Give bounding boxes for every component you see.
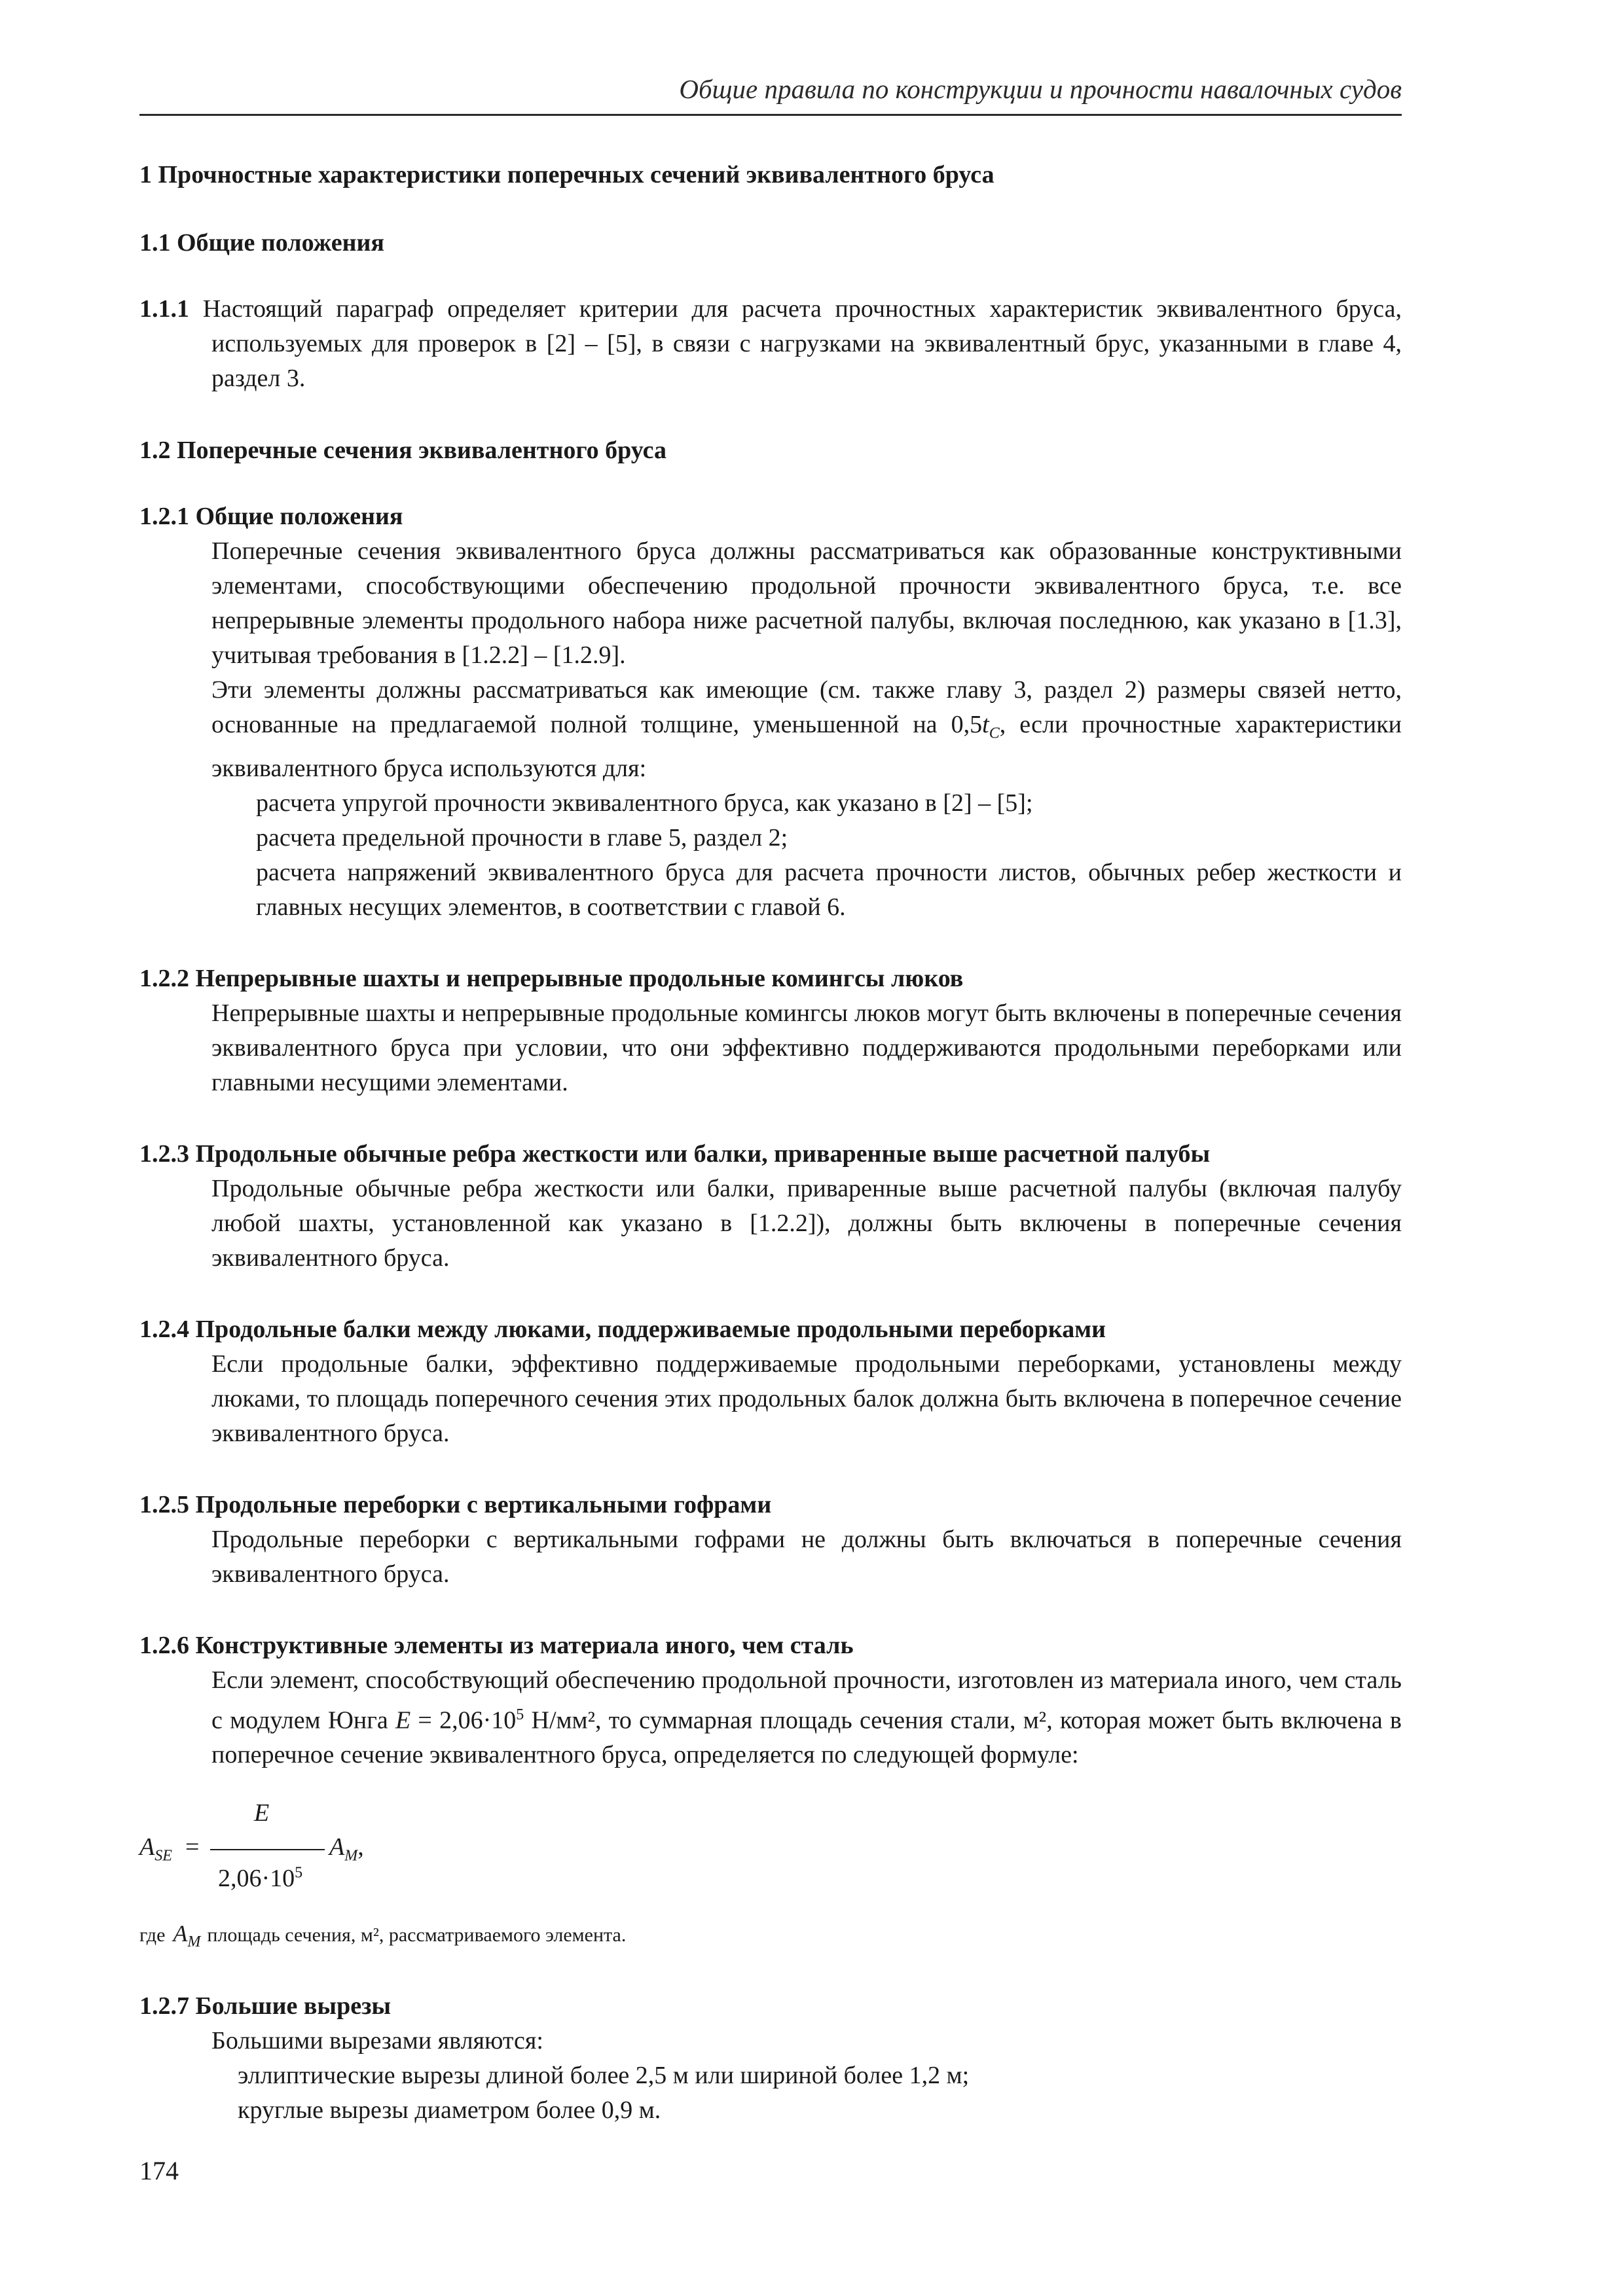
section-1-2-5-title: 1.2.5 Продольные переборки с вертикальными гофрами <box>139 1490 772 1518</box>
formula-equals: = <box>185 1833 200 1861</box>
section-1-2-2-title: 1.2.2 Непрерывные шахты и непрерывные продольные комингсы люков <box>139 964 964 992</box>
legend-symbol: $A_M$ <box>173 1920 201 1951</box>
section-1-2-7-para: Большими вырезами являются: <box>211 2027 543 2055</box>
section-1-2-2-para: Непрерывные шахты и непрерывные продольные комингсы люков могут быть включены в поперечные сечения эквивалентного бруса при условии, что они эффективно поддерживаются продольными переборками или главными несущими элементами. <box>211 999 1402 1096</box>
section-1-2-5 <box>139 1488 1402 1592</box>
section-1-2-1-para-2: Эти элементы должны рассматриваться как имеющие (см. также главу 3, раздел 2) размеры связей нетто, основанные на предлагаемой полной толщине, уменьшенной на $0,5t_C$, если прочностные характеристики эквивалентного бруса используются для: <box>211 676 1402 782</box>
document-body <box>139 157 1402 2128</box>
paragraph-text: Настоящий параграф определяет критерии для расчета прочностных характеристик эквивалентного бруса, используемых для проверок в [2] – [5], в связи с нагрузками на эквивалентный брус, указанными в главе 4, раздел 3. <box>202 295 1402 392</box>
formula-area-steel <box>139 1799 1402 1897</box>
formula-legend: где $A_M$ площадь сечения, м², рассматриваемого элемента. <box>139 1920 627 1951</box>
section-1-2-3-para: Продольные обычные ребра жесткости или балки, приваренные выше расчетной палубы (включая палубу любой шахты, установленной как указано в [1.2.2]), должны быть включены в поперечные сечения эквивалентного бруса. <box>211 1174 1402 1272</box>
formula-lhs: $A_{SE}$ <box>139 1833 172 1865</box>
section-1-2-1 <box>139 499 1402 925</box>
section-1-1-title: 1.1 Общие положения <box>139 229 384 257</box>
header-rule <box>139 114 1402 116</box>
section-1-1-1 <box>139 292 1402 396</box>
list-item: круглые вырезы диаметром более 0,9 м. <box>238 2096 661 2125</box>
formula-denominator: $2,06\cdot 10^5$ <box>218 1864 303 1893</box>
document-page <box>139 0 1402 2296</box>
section-1-2-6 <box>139 1628 1402 1957</box>
paragraph-1-1-1 <box>139 292 1402 396</box>
section-1-2-4 <box>139 1312 1402 1451</box>
section-1-2-7-title: 1.2.7 Большие вырезы <box>139 1992 392 2020</box>
paragraph-number: 1.1.1 <box>139 295 189 323</box>
section-1-2-5-para: Продольные переборки с вертикальными гофрами не должны быть включаться в поперечные сечения эквивалентного бруса. <box>211 1525 1402 1588</box>
section-1-2-3 <box>139 1137 1402 1276</box>
section-1-2-4-title: 1.2.4 Продольные балки между люками, поддерживаемые продольными переборками <box>139 1315 1106 1343</box>
section-1-2-6-para: Если элемент, способствующий обеспечению продольной прочности, изготовлен из материала иного, чем сталь с модулем Юнга $E = 2,06\cdot 10^5$ Н/мм², то суммарная площадь сечения стали, м², которая может быть включена в поперечное сечение эквивалентного бруса, определяется по следующей формуле: <box>211 1666 1402 1769</box>
section-1-2-2 <box>139 961 1402 1100</box>
fraction-line <box>210 1849 325 1850</box>
section-1-2-4-para: Если продольные балки, эффективно поддерживаемые продольными переборками, установлены между люками, то площадь поперечного сечения этих продольных балок должна быть включена в поперечное сечение эквивалентного бруса. <box>211 1350 1402 1447</box>
section-1-2-3-title: 1.2.3 Продольные обычные ребра жесткости или балки, приваренные выше расчетной палубы <box>139 1139 1211 1168</box>
formula-numerator: E <box>254 1799 270 1827</box>
running-header: Общие правила по конструкции и прочности навалочных судов <box>679 74 1402 104</box>
section-1-2-6-title: 1.2.6 Конструктивные элементы из материала иного, чем сталь <box>139 1631 854 1659</box>
list-item: расчета напряжений эквивалентного бруса для расчета прочности листов, обычных ребер жесткости и главных несущих элементов, в соответствии с главой 6. <box>256 858 1402 921</box>
page-number: 174 <box>139 2156 179 2185</box>
section-1-2-1-para-1: Поперечные сечения эквивалентного бруса должны рассматриваться как образованные конструктивными элементами, способствующими обеспечению продольной прочности эквивалентного бруса, т.е. все непрерывные элементы продольного набора ниже расчетной палубы, включая последнюю, как указано в [1.3], учитывая требования в [1.2.2] – [1.2.9]. <box>211 537 1402 669</box>
list-item: расчета упругой прочности эквивалентного бруса, как указано в [2] – [5]; <box>256 789 1033 817</box>
formula-rhs: $A_M$, <box>329 1833 364 1865</box>
section-1-2-title: 1.2 Поперечные сечения эквивалентного бруса <box>139 437 666 464</box>
section-1-2-7 <box>139 1989 1402 2128</box>
list-item: эллиптические вырезы длиной более 2,5 м или шириной более 1,2 м; <box>238 2062 970 2090</box>
chapter-title: 1 Прочностные характеристики поперечных сечений эквивалентного бруса <box>139 161 994 188</box>
list-item: расчета предельной прочности в главе 5, раздел 2; <box>256 823 788 852</box>
section-1-2-1-title: 1.2.1 Общие положения <box>139 503 403 530</box>
